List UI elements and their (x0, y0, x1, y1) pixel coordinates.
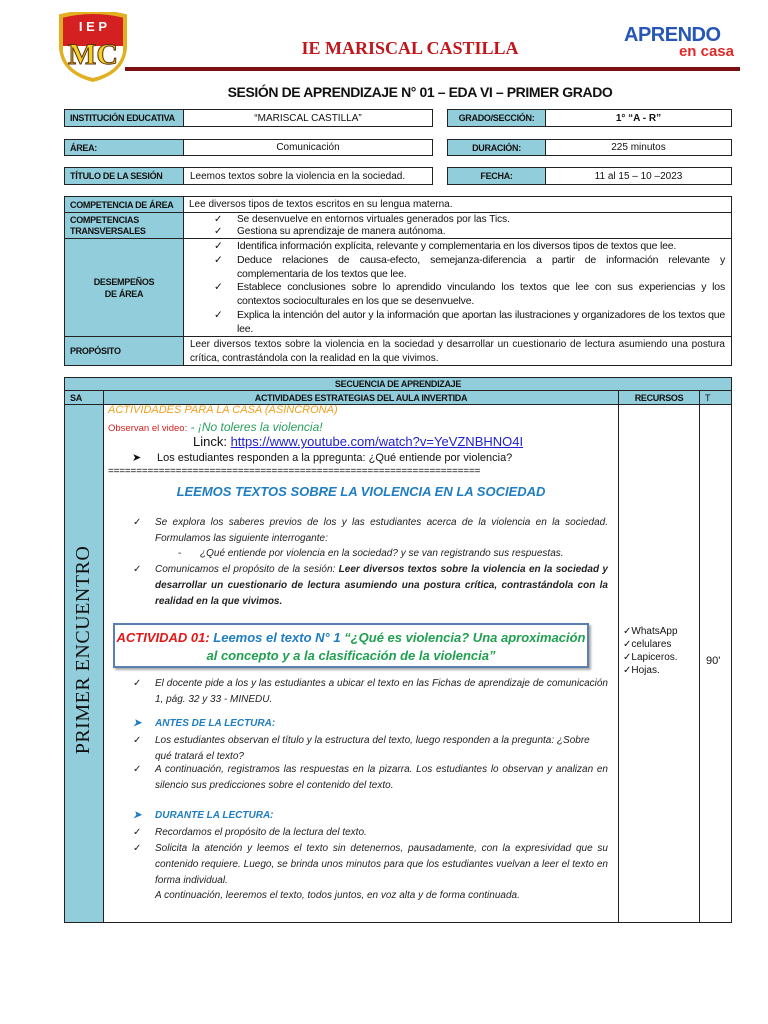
transversales-label: COMPETENCIAS TRANSVERSALES (64, 212, 184, 239)
casa-heading: ACTIVIDADES PARA LA CASA (ASINCRONA) (108, 404, 338, 416)
transversales-list (183, 212, 732, 239)
arrow-bullet-icon: ➤ (132, 452, 142, 464)
area-label: ÁREA: (64, 139, 184, 156)
titulo-value: Leemos textos sobre la violencia en la sociedad. (183, 167, 433, 185)
check-icon: ✓ (133, 827, 142, 838)
section-heading: LEEMOS TEXTOS SOBRE LA VIOLENCIA EN LA SOCIEDAD (176, 484, 546, 499)
school-logo (57, 12, 129, 82)
duracion-value: 225 minutos (545, 139, 732, 156)
sa-label: PRIMER ENCUENTRO (72, 545, 94, 755)
secuencia-title: SECUENCIA DE APRENDIZAJE (64, 377, 732, 391)
grado-value: 1° “A - R” (545, 109, 732, 127)
fecha-value: 11 al 15 – 10 –2023 (545, 167, 732, 185)
video-line: Observan el video: - ¡No toleres la violencia! (108, 420, 323, 434)
recursos-list (623, 625, 678, 677)
paragraph-durante-2: ✓ Solicita la atención y leemos el texto sin detenernos, pausadamente, con la expresividad que su contenido requiere. Luego, se brinda unos minutos para que los estudiantes vuelvan a leer el texto en forma individual. (133, 843, 608, 886)
check-icon: ✓ (133, 735, 142, 746)
area-value: Comunicación (183, 139, 433, 156)
header-rule (125, 67, 740, 71)
list-item: ✓Lapiceros. (623, 652, 678, 663)
paragraph-docente: ✓ El docente pide a los y las estudiantes a ubicar el texto en las Fichas de aprendizaje de comunicación 1, pág. 32 y 33 - MINEDU. (133, 678, 608, 705)
video-link[interactable]: https://www.youtube.com/watch?v=YeVZNBHNO4I (230, 434, 524, 449)
desempenos-list (183, 238, 732, 337)
tiempo-value: 90' (706, 655, 721, 667)
check-icon: ✓ (133, 678, 142, 689)
competencia-value: Lee diversos tipos de textos escritos en su lengua materna. (183, 196, 732, 213)
list-item: ✓ Deduce relaciones de causa-efecto, semejanza-diferencia a partir de información relevante y complementaria de los textos que lee. (214, 253, 725, 280)
institucion-value: “MARISCAL CASTILLA” (183, 109, 433, 127)
separator: ================================================================== (108, 466, 481, 477)
check-icon: ✓ (133, 843, 142, 854)
institucion-label: INSTITUCIÓN EDUCATIVA (64, 109, 184, 127)
durante-heading: ➤ DURANTE LA LECTURA: (133, 810, 274, 821)
titulo-label: TÍTULO DE LA SESIÓN (64, 167, 184, 185)
aprendo-logo: APRENDO en casa (624, 24, 734, 60)
list-item: ✓ Gestiona su aprendizaje de manera autónoma. (214, 226, 446, 237)
antes-heading: ➤ ANTES DE LA LECTURA: (133, 718, 276, 729)
duracion-label: DURACIÓN: (447, 139, 546, 156)
competencia-label: COMPETENCIA DE ÁREA (64, 196, 184, 213)
col-actividades: ACTIVIDADES ESTRATEGIAS DEL AULA INVERTIDA (103, 390, 619, 405)
actividad-box: ACTIVIDAD 01: Leemos el texto N° 1 “¿Qué es violencia? Una aproximación al concepto y a la clasificación de la violencia” (113, 623, 589, 668)
school-title: IE MARISCAL CASTILLA (301, 38, 519, 58)
desempenos-label: DESEMPEÑOS DE ÁREA (64, 238, 184, 337)
check-icon: ✓ (133, 517, 142, 528)
list-item: ✓ Explica la intención del autor y la información que aportan las ilustraciones y organizadores de los textos que lee. (214, 308, 725, 335)
col-t: T (699, 390, 732, 405)
paragraph-durante-3: A continuación, leeremos el texto, todos juntos, en voz alta y de forma continuada. (155, 890, 520, 901)
proposito-label: PROPÓSITO (64, 336, 184, 366)
list-item: ✓ Se desenvuelve en entornos virtuales generados por las Tics. (214, 214, 510, 225)
check-icon: ✓ (133, 764, 142, 775)
paragraph-pregunta: - ¿Qué entiende por violencia en la sociedad? y se van registrando sus respuestas. (178, 548, 564, 559)
list-item: ✓ Establece conclusiones sobre lo aprendido vinculando los textos que lee con sus experiencias y los contextos socioculturales en los que se desenvuelve. (214, 281, 725, 308)
list-item: ✓WhatsApp (623, 626, 678, 637)
paragraph-saberes: ✓ Se explora los saberes previos de los y las estudiantes acerca de la violencia en la sociedad. Formulamos las siguiente interrogante: (133, 517, 608, 544)
paragraph-antes-1: ✓ Los estudiantes observan el título y la estructura del texto, luego responden a la pregunta: ¿Sobre qué tratará el texto? (133, 735, 590, 762)
proposito-value: Leer diversos textos sobre la violencia en la sociedad y desarrollar un cuestionario de lectura asumiendo una postura crítica, contrastándola con la realidad en la que vivimos. (183, 336, 732, 366)
list-item: ✓celulares (623, 639, 672, 650)
session-title: SESIÓN DE APRENDIZAJE N° 01 – EDA VI – PRIMER GRADO (227, 84, 613, 100)
check-icon: ✓ (133, 564, 142, 575)
list-item: ✓ Identifica información explícita, relevante y complementaria en los diversos tipos de textos que lee. (214, 240, 677, 252)
col-sa: SA (64, 390, 104, 405)
col-recursos: RECURSOS (618, 390, 700, 405)
responden-line: ➤ Los estudiantes responden a la ppregunta: ¿Qué entiende por violencia? (132, 452, 513, 464)
svg-text:MC: MC (68, 38, 118, 71)
grado-label: GRADO/SECCIÓN: (447, 109, 546, 127)
paragraph-durante-1: ✓ Recordamos el propósito de la lectura del texto. (155, 825, 608, 841)
paragraph-antes-2: ✓ A continuación, registramos las respuestas en la pizarra. Los estudiantes lo observan y analizan en silencio sus predicciones sobre el contenido del texto. (133, 764, 608, 791)
svg-text:I E P: I E P (78, 19, 108, 34)
link-line: Linck: https://www.youtube.com/watch?v=YeVZNBHNO4I (193, 434, 524, 449)
fecha-label: FECHA: (447, 167, 546, 185)
paragraph-proposito: ✓ Comunicamos el propósito de la sesión: Leer diversos textos sobre la violencia en la sociedad y desarrollar un cuestionario de lectura asumiendo una postura crítica, contrastándola con la realidad en la que vivimos. (133, 564, 608, 607)
list-item: ✓Hojas. (623, 665, 660, 676)
